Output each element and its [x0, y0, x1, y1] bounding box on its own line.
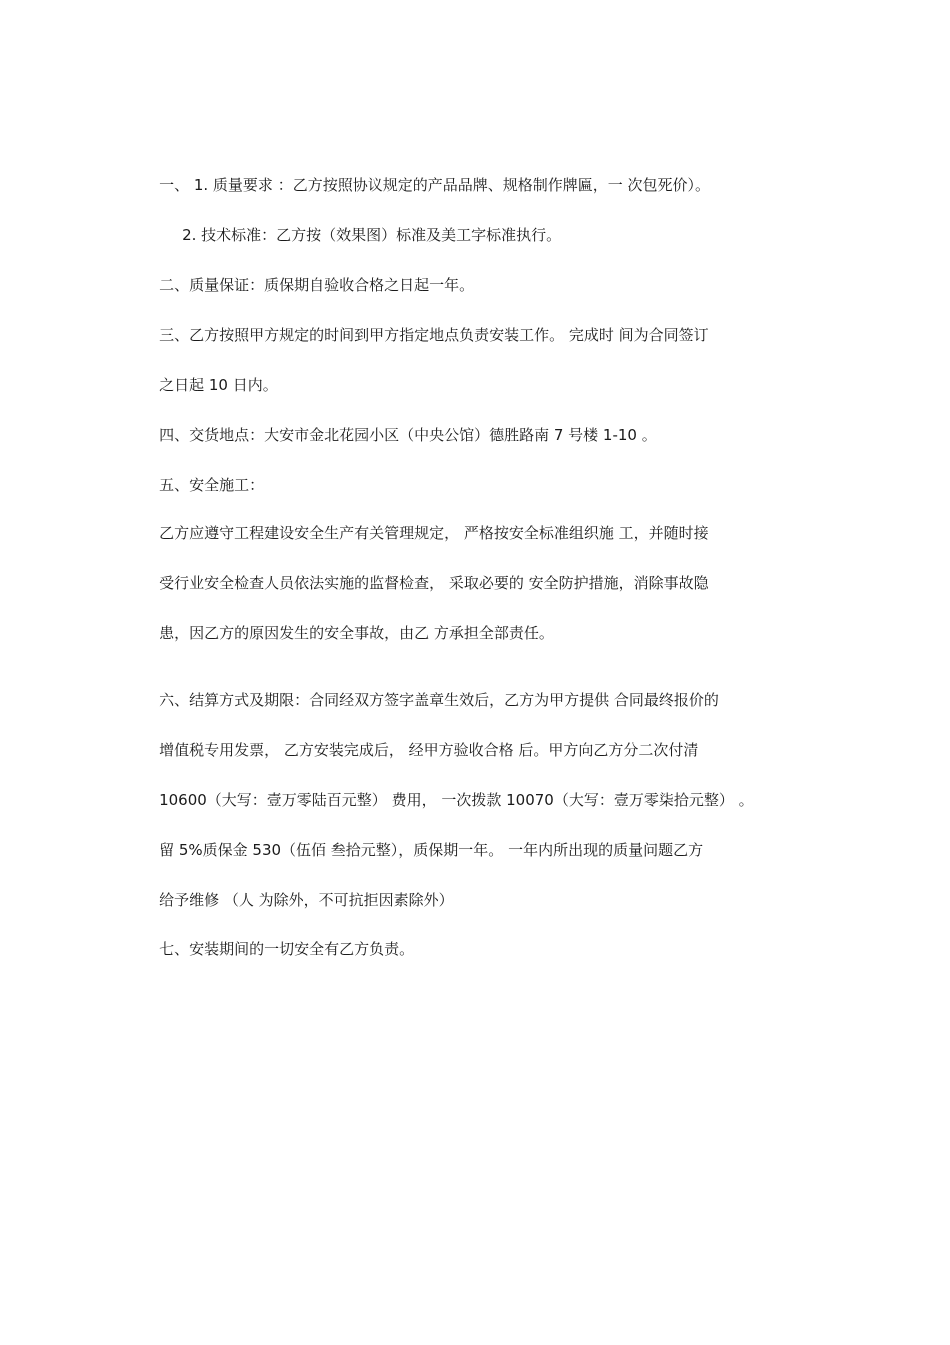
clause-5-body-line-3 — [140, 600, 554, 666]
clause-5-title: 五、安全施工： — [159, 476, 265, 494]
clause-5-text-line-3: 患，因乙方的原因发生的安全事故，由乙 方承担全部责任。 — [159, 624, 554, 642]
clause-4-text: 四、交货地点：大安市金北花园小区（中央公馆）德胜路南 7 号楼 1-10 。 — [159, 426, 657, 444]
clause-2-text: 二、质量保证：质保期自验收合格之日起一年。 — [159, 276, 475, 294]
clause-1-2-text: 2. 技术标准：乙方按（效果图）标准及美工字标准执行。 — [182, 226, 562, 244]
clause-1-text: 一、 1. 质量要求 ：乙方按照协议规定的产品品牌、规格制作牌匾，一 次包死价）。 — [159, 176, 710, 194]
clause-6-text-line-4: 留 5%质保金 530（伍佰 叁拾元整），质保期一年。 一年内所出现的质量问题乙方 — [159, 841, 704, 859]
clause-5-text-line-1: 乙方应遵守工程建设安全生产有关管理规定， 严格按安全标准组织施 工，并随时接 — [159, 524, 709, 542]
clause-6-text-line-3: 10600（大写：壹万零陆百元整） 费用， 一次拨款 10070（大写：壹万零柒拾元整） 。 — [159, 791, 754, 809]
clause-6-text-line-5: 给予维修 （人 为除外，不可抗拒因素除外） — [159, 891, 454, 909]
clause-6-text-line-1: 六、结算方式及期限：合同经双方签字盖章生效后，乙方为甲方提供 合同最终报价的 — [159, 691, 719, 709]
clause-3-text-line-1: 三、乙方按照甲方规定的时间到甲方指定地点负责安装工作。 完成时 间为合同签订 — [159, 326, 709, 344]
clause-5-text-line-2: 受行业安全检查人员依法实施的监督检查， 采取必要的 安全防护措施，消除事故隐 — [159, 574, 709, 592]
clause-7-safety — [140, 916, 414, 982]
clause-3-text-line-2: 之日起 10 日内。 — [159, 376, 278, 394]
clause-6-text-line-2: 增值税专用发票， 乙方安装完成后， 经甲方验收合格 后。甲方向乙方分二次付清 — [159, 741, 699, 759]
clause-7-text: 七、安装期间的一切安全有乙方负责。 — [159, 940, 415, 958]
